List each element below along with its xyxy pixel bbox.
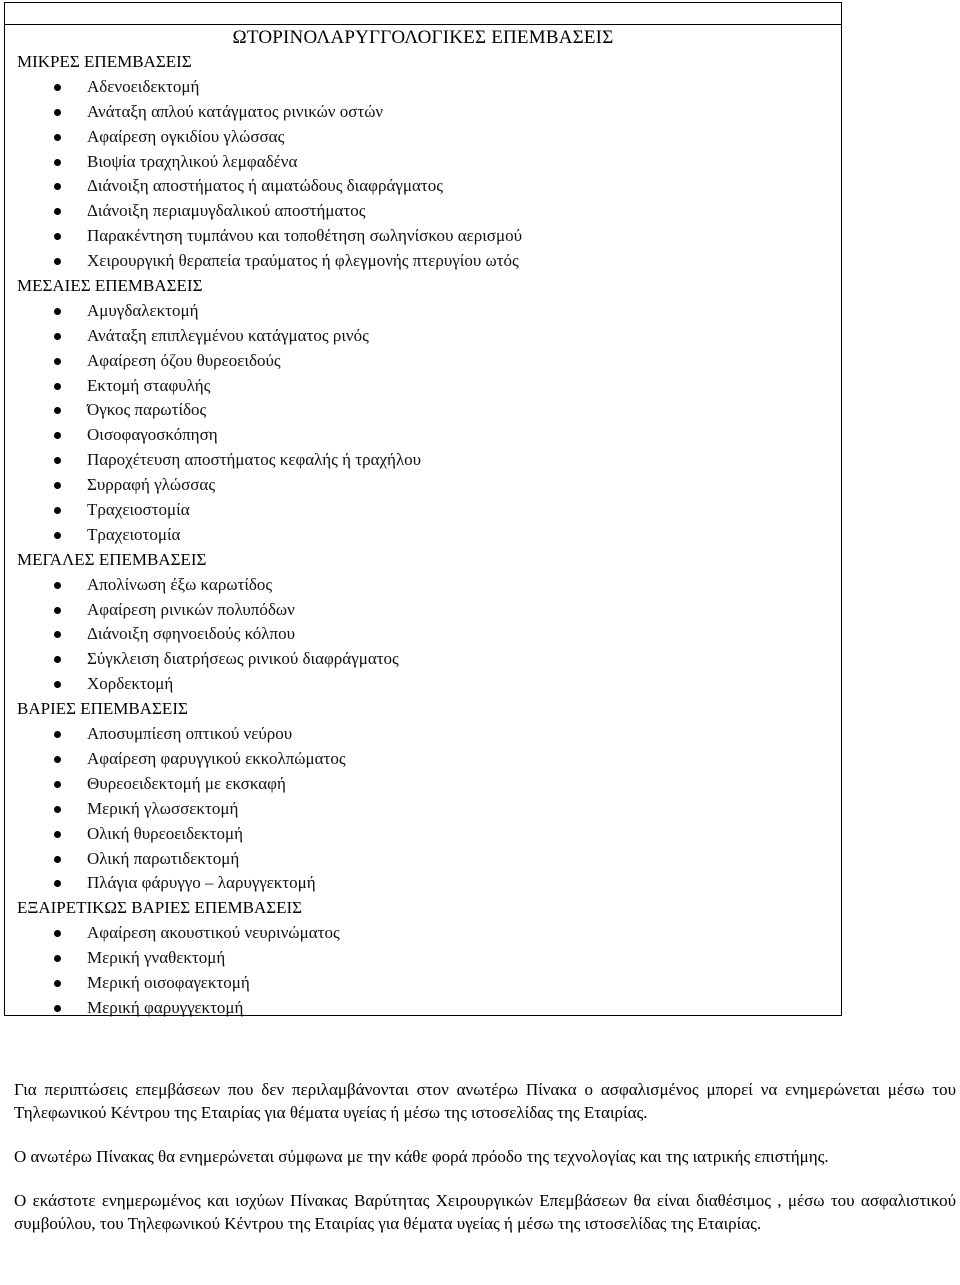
list-item: Σύγκλειση διατρήσεως ρινικού διαφράγματος — [17, 647, 841, 672]
section-heading: ΜΕΓΑΛΕΣ ΕΠΕΜΒΑΣΕΙΣ — [17, 549, 207, 569]
list-item: Μερική γναθεκτομή — [17, 946, 841, 971]
procedure-list — [17, 75, 841, 274]
bullet-icon — [54, 432, 61, 439]
list-item: Ολική παρωτιδεκτομή — [17, 847, 841, 872]
section-minor — [17, 50, 841, 274]
bullet-icon — [54, 681, 61, 688]
procedure-list — [17, 299, 841, 548]
bullet-icon — [54, 258, 61, 265]
list-item: Απολίνωση έξω καρωτίδος — [17, 573, 841, 598]
list-item: Αφαίρεση ακουστικού νευρινώματος — [17, 921, 841, 946]
procedure-list — [17, 573, 841, 697]
bullet-icon — [54, 383, 61, 390]
bullet-icon — [54, 532, 61, 539]
list-item: Συρραφή γλώσσας — [17, 473, 841, 498]
list-item: Ολική θυρεοειδεκτομή — [17, 822, 841, 847]
bullet-icon — [54, 1005, 61, 1012]
list-item: Μερική γλωσσεκτομή — [17, 797, 841, 822]
section-heading: ΜΙΚΡΕΣ ΕΠΕΜΒΑΣΕΙΣ — [17, 52, 192, 71]
bullet-icon — [54, 208, 61, 215]
bullet-icon — [54, 407, 61, 414]
list-item: Αποσυμπίεση οπτικού νεύρου — [17, 722, 841, 747]
section-exceptionally-severe — [17, 896, 841, 1020]
bullet-icon — [54, 84, 61, 91]
bullet-icon — [54, 482, 61, 489]
list-item: Εκτομή σταφυλής — [17, 374, 841, 399]
bullet-icon — [54, 756, 61, 763]
list-item: Αδενοειδεκτομή — [17, 75, 841, 100]
list-item: Πλάγια φάρυγγο – λαρυγγεκτομή — [17, 871, 841, 896]
bullet-icon — [54, 831, 61, 838]
bullet-icon — [54, 109, 61, 116]
list-item: Παροχέτευση αποστήματος κεφαλής ή τραχήλου — [17, 448, 841, 473]
procedure-sections — [17, 50, 841, 1021]
bullet-icon — [54, 134, 61, 141]
list-item: Αφαίρεση ρινικών πολυπόδων — [17, 598, 841, 623]
list-item: Χειρουργική θεραπεία τραύματος ή φλεγμονής πτερυγίου ωτός — [17, 249, 841, 274]
list-item: Τραχειοτομία — [17, 523, 841, 548]
bullet-icon — [54, 955, 61, 962]
bullet-icon — [54, 507, 61, 514]
list-item: Διάνοιξη περιαμυγδαλικού αποστήματος — [17, 199, 841, 224]
bullet-icon — [54, 582, 61, 589]
list-item: Μερική οισοφαγεκτομή — [17, 971, 841, 996]
bullet-icon — [54, 233, 61, 240]
section-heading: ΕΞΑΙΡΕΤΙΚΩΣ ΒΑΡΙΕΣ ΕΠΕΜΒΑΣΕΙΣ — [17, 898, 303, 918]
procedure-list — [17, 921, 841, 1021]
list-item: Διάνοιξη αποστήματος ή αιματώδους διαφράγματος — [17, 174, 841, 199]
list-item: Θυρεοειδεκτομή με εκσκαφή — [17, 772, 841, 797]
list-item: Ανάταξη επιπλεγμένου κατάγματος ρινός — [17, 324, 841, 349]
procedure-list — [17, 722, 841, 896]
bullet-icon — [54, 731, 61, 738]
bullet-icon — [54, 930, 61, 937]
footnotes — [14, 1078, 956, 1256]
bullet-icon — [54, 880, 61, 887]
list-item: Οισοφαγοσκόπηση — [17, 423, 841, 448]
section-heading: ΜΕΣΑΙΕΣ ΕΠΕΜΒΑΣΕΙΣ — [17, 276, 203, 296]
page-title: ΩΤΟΡΙΝΟΛΑΡΥΓΓΟΛΟΓΙΚΕΣ ΕΠΕΜΒΑΣΕΙΣ — [232, 27, 614, 48]
list-item: Ανάταξη απλού κατάγματος ρινικών οστών — [17, 100, 841, 125]
note-paragraph: Ο εκάστοτε ενημερωμένος και ισχύων Πίνακας Βαρύτητας Χειρουργικών Επεμβάσεων θα είναι διαθέσιμος , μέσω του ασφαλιστικού συμβούλου, του Τηλεφωνικού Κέντρου της Εταιρίας για θέματα υγείας ή μέσω της ιστοσελίδας της Εταιρίας. — [14, 1191, 956, 1233]
list-item: Όγκος παρωτίδος — [17, 398, 841, 423]
procedures-table — [4, 2, 842, 1016]
bullet-icon — [54, 806, 61, 813]
list-item: Αφαίρεση όζου θυρεοειδούς — [17, 349, 841, 374]
bullet-icon — [54, 980, 61, 987]
list-item: Αφαίρεση ογκιδίου γλώσσας — [17, 125, 841, 150]
bullet-icon — [54, 159, 61, 166]
list-item: Βιοψία τραχηλικού λεμφαδένα — [17, 150, 841, 175]
bullet-icon — [54, 631, 61, 638]
list-item: Αμυγδαλεκτομή — [17, 299, 841, 324]
list-item: Παρακέντηση τυμπάνου και τοποθέτηση σωληνίσκου αερισμού — [17, 224, 841, 249]
list-item: Μερική φαρυγγεκτομή — [17, 996, 841, 1021]
bullet-icon — [54, 856, 61, 863]
note-paragraph: Ο ανωτέρω Πίνακας θα ενημερώνεται σύμφωνα με την κάθε φορά πρόοδο της τεχνολογίας και της ιατρικής επιστήμης. — [14, 1147, 829, 1166]
bullet-icon — [54, 781, 61, 788]
bullet-icon — [54, 607, 61, 614]
bullet-icon — [54, 358, 61, 365]
list-item: Διάνοιξη σφηνοειδούς κόλπου — [17, 622, 841, 647]
bullet-icon — [54, 656, 61, 663]
bullet-icon — [54, 308, 61, 315]
note-paragraph: Για περιπτώσεις επεμβάσεων που δεν περιλαμβάνονται στον ανωτέρω Πίνακα ο ασφαλισμένος μπορεί να ενημερώνεται μέσω του Τηλεφωνικού Κέντρου της Εταιρίας για θέματα υγείας ή μέσω της ιστοσελίδας της Εταιρίας. — [14, 1080, 956, 1122]
section-severe — [17, 697, 841, 896]
list-item: Τραχειοστομία — [17, 498, 841, 523]
bullet-icon — [54, 183, 61, 190]
section-medium — [17, 274, 841, 548]
bullet-icon — [54, 457, 61, 464]
section-heading: ΒΑΡΙΕΣ ΕΠΕΜΒΑΣΕΙΣ — [17, 699, 188, 719]
section-large — [17, 548, 841, 697]
list-item: Χορδεκτομή — [17, 672, 841, 697]
list-item: Αφαίρεση φαρυγγικού εκκολπώματος — [17, 747, 841, 772]
bullet-icon — [54, 333, 61, 340]
table-header-divider — [5, 24, 841, 25]
